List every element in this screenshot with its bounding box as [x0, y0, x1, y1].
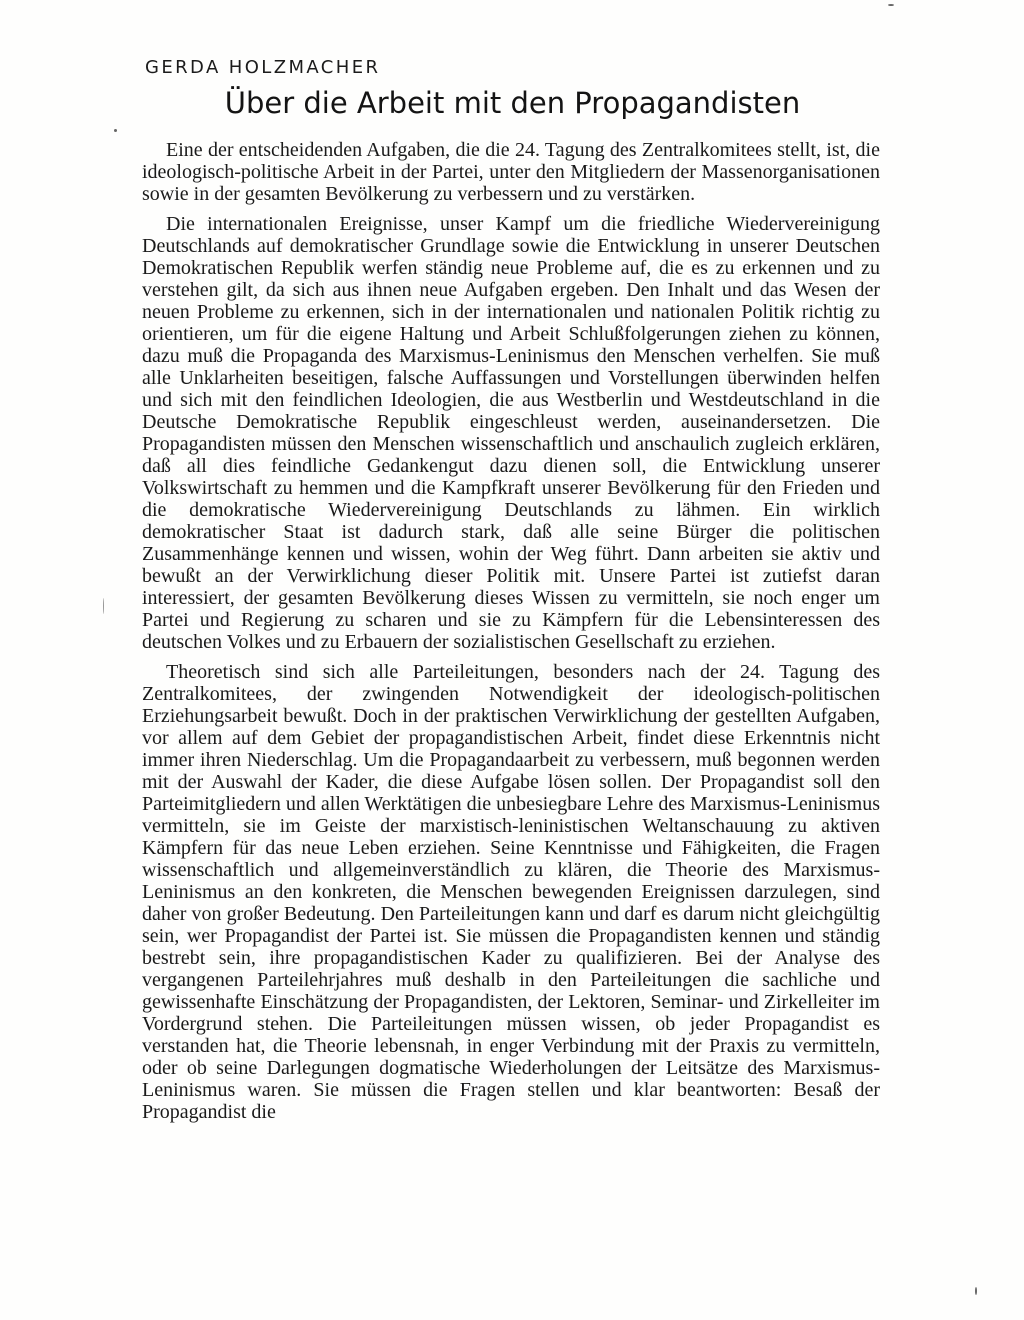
paragraph-2: Die internationalen Ereignisse, unser Kampf um die friedliche Wiedervereinigung Deutschlands auf demokratischer Grundlage sowie die Entwicklung in unserer Deutschen Demokratischen Republik werfen ständig neue Probleme auf, die es zu erkennen und zu verstehen gilt, da sich aus ihnen neue Aufgaben ergeben. Den Inhalt und das Wesen der neuen Probleme zu erkennen, sich in der internationalen und nationalen Politik richtig zu orientieren, um für die eigene Haltung und Arbeit Schlußfolgerungen ziehen zu können, dazu muß die Propaganda des Marxismus-Leninismus den Menschen verhelfen. Sie muß alle Unklarheiten beseitigen, falsche Auffassungen und Vorstellungen überwinden helfen und sich mit den feindlichen Ideologien, die aus Westberlin und Westdeutschland in die Deutsche Demokratische Republik eingeschleust werden, auseinandersetzen. Die Propagandisten müssen den Menschen wissenschaftlich und anschaulich zugleich erklären, daß all dies feindliche Gedankengut dazu dienen soll, die Entwicklung unserer Volkswirtschaft zu hemmen und die Kampfkraft unserer Bevölkerung für den Frieden und die demokratische Wiedervereinigung Deutschlands zu lähmen. Ein wirklich demokratischer Staat ist dadurch stark, daß alle seine Bürger die politischen Zusammenhänge kennen und wissen, wohin der Weg führt. Dann arbeiten sie aktiv und bewußt an der Verwirklichung dieser Politik mit. Unsere Partei ist zutiefst daran interessiert, der gesamten Bevölkerung dieses Wissen zu vermitteln, sie noch enger um Partei und Regierung zu scharen und sie zu Kämpfern für die Lebensinteressen des deutschen Volkes und zu Erbauern der sozialistischen Gesellschaft zu erziehen. — [142, 213, 880, 653]
scan-speck — [103, 598, 104, 614]
paragraph-1: Eine der entscheidenden Aufgaben, die die 24. Tagung des Zentralkomitees stellt, ist, die ideologisch-politische Arbeit in der Partei, unter den Mitgliedern der Massenorganisationen sowie in der gesamten Bevölkerung zu verbessern und zu verstärken. — [142, 139, 880, 205]
paragraph-3: Theoretisch sind sich alle Parteileitungen, besonders nach der 24. Tagung des Zentralkomitees, der zwingenden Notwendigkeit der ideologisch-politischen Erziehungsarbeit bewußt. Doch in der praktischen Verwirklichung der gestellten Aufgaben, vor allem auf dem Gebiet der propagandistischen Arbeit, findet diese Erkenntnis nicht immer ihren Niederschlag. Um die Propagandaarbeit zu verbessern, muß begonnen werden mit der Auswahl der Kader, die diese Aufgabe lösen sollen. Der Propagandist soll den Parteimitgliedern und allen Werktätigen die unbesiegbare Lehre des Marxismus-Leninismus vermitteln, sie im Geiste der marxistisch-leninistischen Weltanschauung zu aktiven Kämpfern für das neue Leben erziehen. Seine Kenntnisse und Fähigkeiten, die Fragen wissenschaftlich und allgemeinverständlich zu klären, die Theorie des Marxismus-Leninismus an den konkreten, die Menschen bewegenden Ereignissen darzulegen, sind daher von großer Bedeutung. Den Parteileitungen kann und darf es darum nicht gleichgültig sein, wer Propagandist der Partei ist. Sie müssen die Propagandisten kennen und ständig bestrebt sein, ihre propagandistischen Kader zu qualifizieren. Bei der Analyse des vergangenen Parteilehrjahres muß deshalb in den Parteileitungen die sachliche und gewissenhafte Einschätzung der Propagandisten, der Lektoren, Seminar- und Zirkelleiter im Vordergrund stehen. Die Parteileitungen müssen wissen, ob jeder Propagandist es verstanden hat, die Theorie lebensnah, in enger Verbindung mit der Praxis zu vermitteln, oder ob seine Darlegungen dogmatische Wiederholungen der Leitsätze des Marxismus-Leninismus waren. Sie müssen die Fragen stellen und klar beantworten: Besaß der Propagandist die — [142, 661, 880, 1123]
scan-speck — [975, 1287, 977, 1295]
author-name: GERDA HOLZMACHER — [145, 57, 381, 78]
article-body — [142, 139, 880, 1131]
scan-speck — [888, 4, 894, 6]
article-title: Über die Arbeit mit den Propagandisten — [224, 86, 801, 120]
scan-speck — [114, 129, 117, 132]
